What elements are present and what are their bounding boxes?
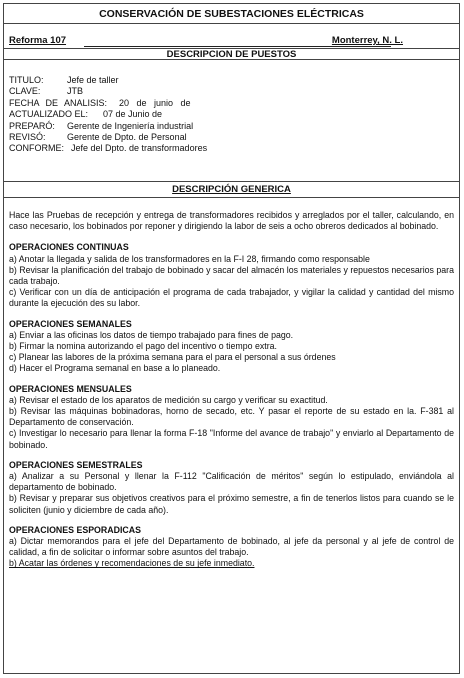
- operations-heading: OPERACIONES SEMANALES: [9, 318, 132, 329]
- info-label: TITULO:: [9, 75, 44, 85]
- info-line-reviso: [9, 132, 249, 143]
- info-value: Gerente de Dpto. de Personal: [67, 132, 187, 143]
- operation-item: a) Revisar el estado de los aparatos de medición su cargo y verificar su exactitud.: [9, 394, 328, 405]
- info-label: CONFORME:: [9, 143, 64, 154]
- summary-paragraph: Hace las Pruebas de recepción y entrega de transformadores recibidos y arreglados por el taller, calculando, en caso necesario, los bobinados por reponer y dirigiendo la labor de seis a ocho obreros dedicados al bobinado.: [9, 210, 454, 232]
- section-title-descripcion-generica: [4, 182, 459, 198]
- info-value: Jefe del Dpto. de transformadores: [71, 143, 208, 154]
- operations-mensuales: [9, 384, 454, 451]
- info-label: ACTUALIZADO EL:: [9, 109, 89, 120]
- operation-item: b) Revisar y preparar sus objetivos creativos para el próximo semestre, a fin de tenerlos listos para cuando se le soliciten (junio y diciembre de cada año).: [9, 493, 454, 515]
- info-label: PREPARÓ:: [9, 120, 55, 131]
- document-title: CONSERVACIÓN DE SUBESTACIONES ELÉCTRICAS: [4, 4, 459, 24]
- operation-item: c) Planear las labores de la próxima semana para el para el personal a sus órdenes: [9, 352, 336, 363]
- info-line-conforme: [9, 143, 249, 154]
- job-info-box: [4, 60, 459, 182]
- operation-item: a) Enviar a las oficinas los datos de tiempo trabajado para fines de pago.: [9, 329, 294, 340]
- operation-item: c) Investigar lo necesario para llenar la forma F-18 "Informe del avance de trabajo" y enviarlo al Departamento de bobinado.: [9, 428, 454, 450]
- description-body: [4, 198, 459, 673]
- operation-item: b) Acatar las órdenes y recomendaciones de su jefe inmediato.: [9, 558, 255, 569]
- operations-heading: OPERACIONES MENSUALES: [9, 383, 132, 394]
- operation-item: a) Analizar a su Personal y llenar la F-112 "Calificación de méritos" según lo estipulado, enviándola al departamento de bobinado.: [9, 471, 454, 493]
- operations-esporadicas: [9, 525, 454, 570]
- info-label: REVISÓ:: [9, 132, 46, 143]
- operation-item: b) Revisar la planificación del trabajo de bobinado y sacar del almacén los materiales y repuestos necesarios para cada trabajo.: [9, 264, 454, 287]
- section-title-descripcion-puestos: DESCRIPCION DE PUESTOS: [4, 48, 459, 60]
- info-value: Gerente de Ingeniería industrial: [67, 120, 194, 131]
- info-label: CLAVE:: [9, 86, 41, 97]
- section-title-text: DESCRIPCIÓN GENERICA: [172, 184, 291, 195]
- info-value: JTB: [67, 86, 84, 97]
- info-line-fecha: [9, 98, 249, 109]
- info-line-actualizado: [9, 109, 249, 120]
- job-description-form: [3, 3, 460, 674]
- info-line-preparo: [9, 121, 249, 132]
- operations-heading: OPERACIONES ESPORADICAS: [9, 524, 141, 535]
- operation-item: a) Dictar memorandos para el jefe del Departamento de bobinado, al jefe da personal y al jefe de control de calidad, a fin de solicitar o informar sobre asuntos del trabajo.: [9, 536, 454, 558]
- underline-rule: [84, 46, 391, 47]
- operations-heading: OPERACIONES CONTINUAS: [9, 242, 129, 253]
- operations-semanales: [9, 319, 454, 375]
- operation-item: c) Verificar con un día de anticipación el programa de cada trabajador, y vigilar la calidad y cantidad del mismo durante la ejecución des su labor.: [9, 287, 454, 309]
- info-line-clave: [9, 86, 249, 97]
- operation-item: b) Firmar la nomina autorizando el pago del incentivo o tiempo extra.: [9, 341, 277, 352]
- operation-item: d) Hacer el Programa semanal en base a lo planeado.: [9, 363, 221, 374]
- address-text: Reforma 107: [9, 35, 67, 46]
- operations-heading: OPERACIONES SEMESTRALES: [9, 459, 143, 470]
- info-value: 07 de Junio de: [103, 109, 163, 120]
- operation-item: b) Revisar las máquinas bobinadoras, horno de secado, etc. Y pasar el reporte de su estado en la. F-381 al Departamento de conservación.: [9, 406, 454, 428]
- city-text: Monterrey, N. L.: [331, 35, 403, 46]
- operations-continuas: [9, 242, 454, 309]
- operations-semestrales: [9, 460, 454, 516]
- location-row: [4, 24, 459, 48]
- job-info-list: [9, 75, 249, 155]
- operation-item: a) Anotar la llegada y salida de los transformadores en la F-I 28, firmando como responsable: [9, 253, 370, 264]
- info-line-titulo: [9, 75, 249, 86]
- info-label: FECHA DE ANALISIS:: [9, 97, 108, 108]
- info-value: 20 de junio de: [119, 97, 191, 108]
- info-value: Jefe de taller: [67, 75, 119, 85]
